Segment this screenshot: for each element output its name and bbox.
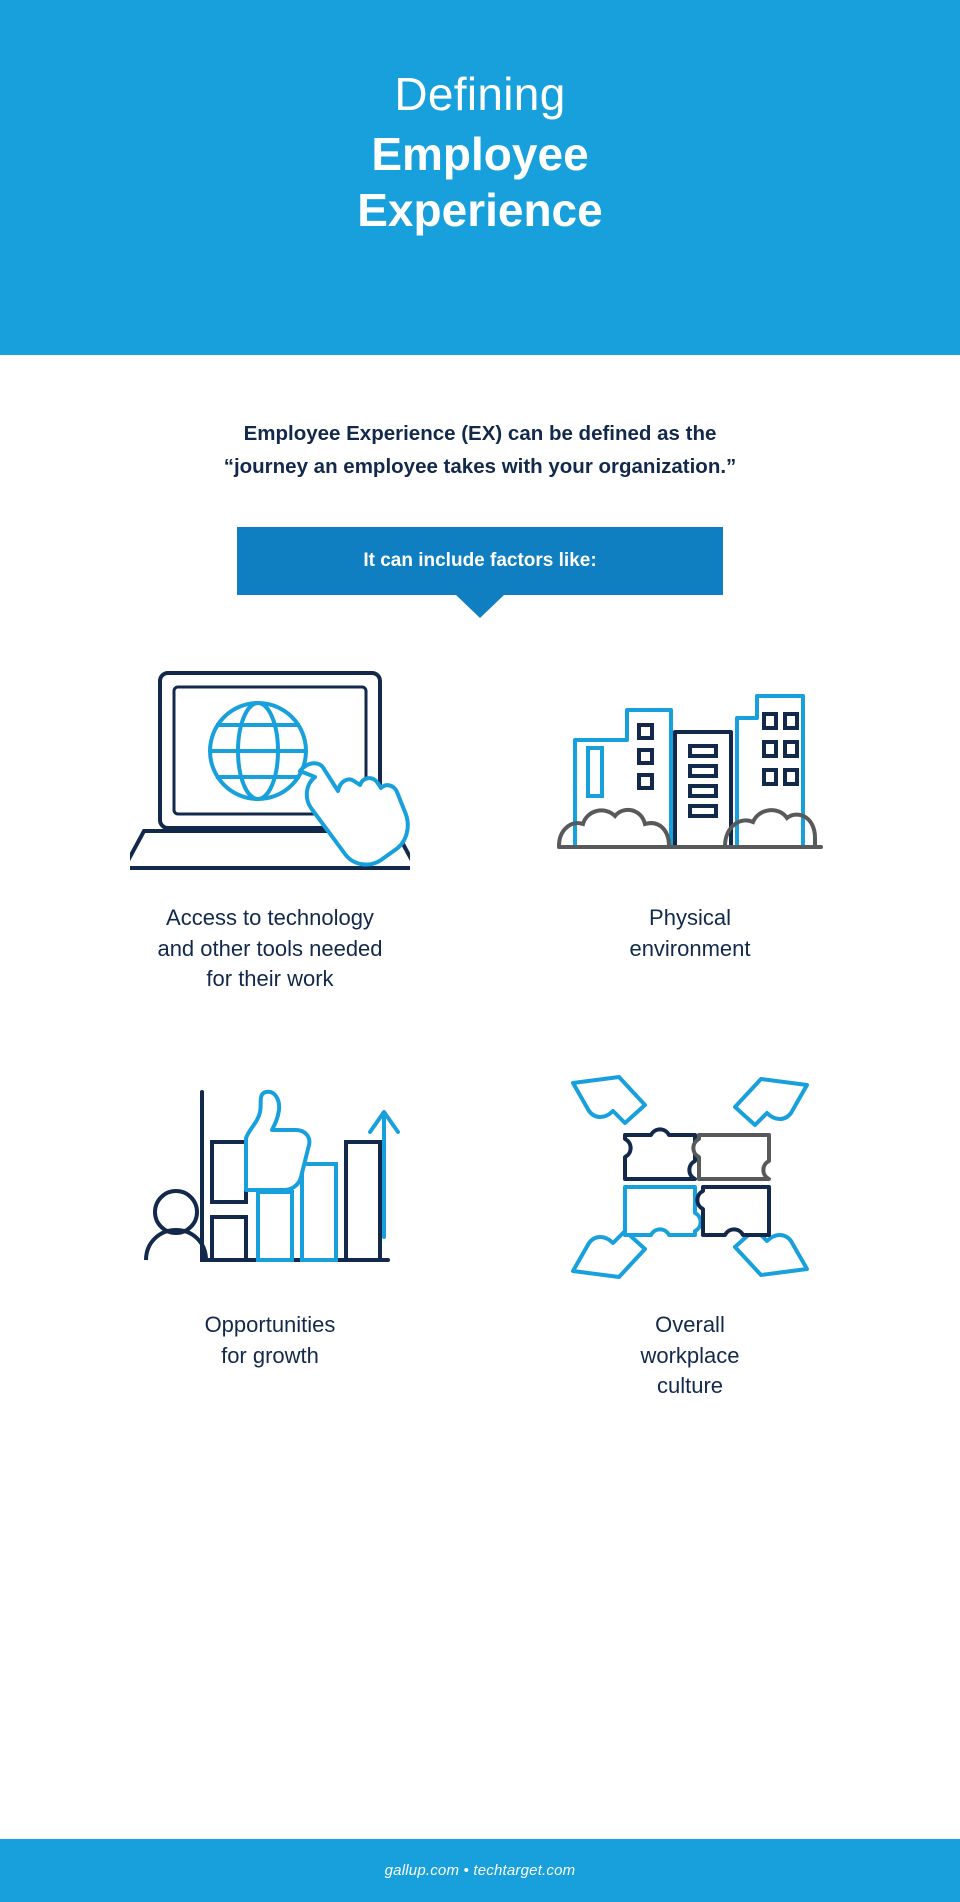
page-title-line3: Experience (357, 184, 603, 237)
factor-label-line: for growth (221, 1342, 319, 1368)
page-title-line1: Defining (394, 68, 566, 120)
factor-label-line: Access to technology (166, 905, 374, 931)
factor-item-technology (60, 655, 480, 994)
intro-line-1: Employee Experience (EX) can be defined as the (243, 422, 717, 445)
factor-label-line: Overall (655, 1312, 725, 1338)
factor-label-culture (640, 1310, 739, 1401)
factor-label-physical-environment (629, 903, 750, 964)
intro-text (0, 417, 960, 483)
callout-banner (237, 527, 723, 595)
page-title-line2: Employee (371, 127, 589, 180)
laptop-globe-cursor-icon (130, 655, 410, 885)
factor-item-growth (60, 1062, 480, 1401)
factor-label-growth (205, 1310, 336, 1371)
factor-label-line: Physical (649, 905, 731, 931)
header-banner (0, 0, 960, 355)
hands-puzzle-pieces-icon (555, 1062, 825, 1292)
factors-grid (0, 655, 960, 1401)
callout-label: It can include factors like: (363, 550, 597, 572)
city-buildings-icon (555, 655, 825, 885)
factor-label-line: for their work (206, 966, 334, 992)
bottom-spacer (0, 1402, 960, 1839)
factor-label-line: Opportunities (204, 1312, 336, 1338)
factor-label-line: workplace (640, 1342, 740, 1368)
factor-label-line: and other tools needed (157, 935, 383, 961)
factor-label-line: culture (656, 1373, 724, 1399)
intro-line-2: “journey an employee takes with your organization.” (223, 455, 737, 479)
growth-chart-thumbs-up-icon (140, 1062, 400, 1292)
footer-bar (0, 1839, 960, 1902)
factor-item-physical-environment (480, 655, 900, 994)
factor-label-line: environment (629, 935, 751, 961)
factor-label-technology (157, 903, 382, 994)
factor-item-culture (480, 1062, 900, 1401)
callout-tail-shape (456, 595, 504, 618)
callout-banner-wrapper (0, 527, 960, 595)
footer-sources: gallup.com • techtarget.com (384, 1862, 576, 1879)
